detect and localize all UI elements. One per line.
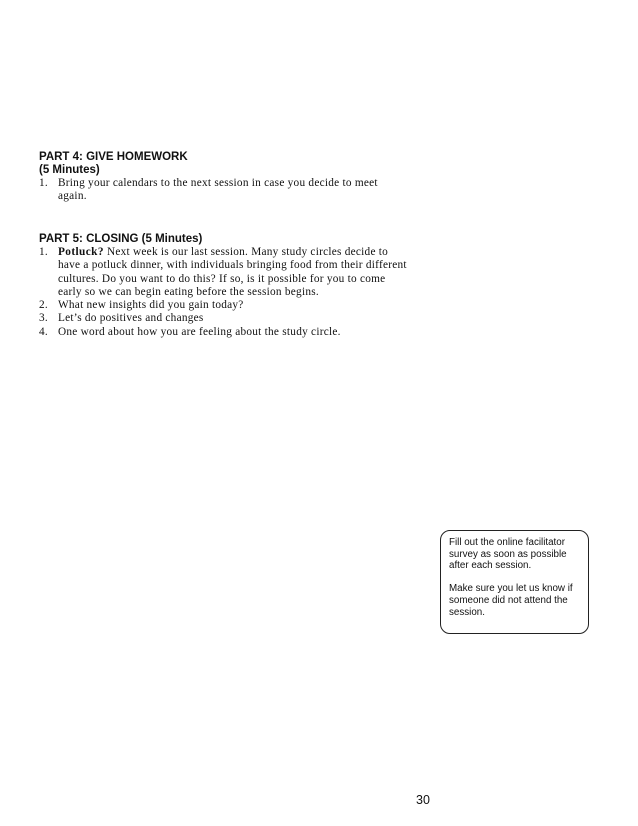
reminder-text: Fill out the online facilitator survey as soon as possible after each session. — [449, 537, 567, 572]
part-4-duration: (5 Minutes) — [39, 164, 100, 176]
facilitator-reminder-box — [440, 530, 589, 634]
list-item — [39, 299, 409, 312]
item-lead: Potluck? — [58, 246, 104, 258]
item-text: One word about how you are feeling about the study circle. — [58, 325, 341, 338]
list-item — [39, 326, 409, 339]
part-4-section — [39, 151, 409, 204]
item-text: What new insights did you gain today? — [58, 299, 244, 312]
item-number: 2. — [39, 299, 48, 312]
item-number: 1. — [39, 177, 48, 189]
part-5-heading: PART 5: CLOSING (5 Minutes) — [39, 233, 203, 245]
list-item — [39, 312, 409, 325]
list-item — [39, 246, 409, 299]
part-4-list — [39, 177, 409, 204]
page-number: 30 — [416, 793, 430, 807]
item-text: Bring your calendars to the next session in case you decide to meet again. — [58, 177, 378, 203]
item-number: 3. — [39, 312, 48, 325]
item-number: 4. — [39, 325, 48, 338]
item-text: Let’s do positives and changes — [58, 312, 204, 325]
part-5-list — [39, 246, 409, 339]
reminder-text: Make sure you let us know if someone did not attend the session. — [449, 583, 573, 618]
list-item — [39, 177, 409, 204]
part-4-heading: PART 4: GIVE HOMEWORK — [39, 151, 188, 163]
item-text: Next week is our last session. Many study circles decide to have a potluck dinner, with individuals bringing food from their different cultures. Do you want to do this? If so, is it possible for you to come early so we can begin eating before the session begins. — [58, 246, 407, 298]
item-number: 1. — [39, 246, 48, 258]
part-5-section — [39, 233, 409, 339]
